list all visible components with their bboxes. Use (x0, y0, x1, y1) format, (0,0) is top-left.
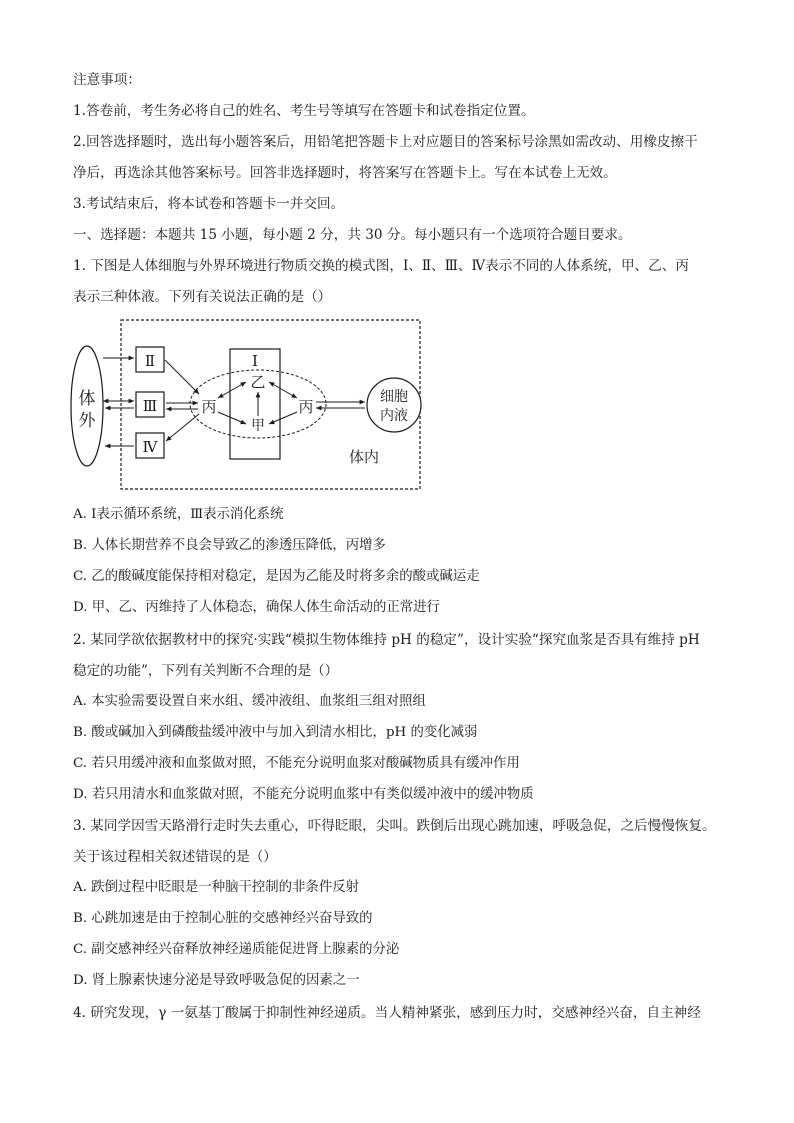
q1-stem-line-1: 1. 下图是人体细胞与外界环境进行物质交换的模式图，Ⅰ、Ⅱ、Ⅲ、Ⅳ表示不同的人体系统，甲、乙、丙 (73, 258, 689, 274)
q1-option-d: D. 甲、乙、丙维持了人体稳态，确保人体生命活动的正常进行 (73, 600, 440, 615)
system-2-label: Ⅱ (144, 352, 156, 370)
notice-title: 注意事项： (73, 72, 141, 88)
fluid-jia-label: 甲 (251, 418, 265, 434)
inside-body-label: 体内 (348, 448, 380, 466)
fluid-yi-label: 乙 (250, 373, 266, 391)
cell-label-2: 内液 (380, 408, 408, 424)
q2-option-c: C. 若只用缓冲液和血浆做对照，不能充分说明血浆对酸碱物质具有缓冲作用 (73, 756, 520, 771)
notice-2-continued: 净后，再选涂其他答案标号。回答非选择题时，将答案写在答题卡上。写在本试卷上无效。 (73, 165, 617, 181)
q2-stem-line-1: 2. 某同学欲依据教材中的探究·实践“模拟生物体维持 pH 的稳定”，设计实验“探究血浆是否具有维持 pH (73, 632, 700, 648)
notice-3: 3.考试结束后，将本试卷和答题卡一并交回。 (73, 196, 345, 212)
system-3-label: Ⅲ (142, 397, 158, 415)
q3-option-d: D. 肾上腺素快速分泌是导致呼吸急促的因素之一 (73, 973, 360, 988)
q1-option-c: C. 乙的酸碱度能保持相对稳定，是因为乙能及时将多余的酸或碱运走 (73, 569, 480, 584)
notice-2: 2.回答选择题时，选出每小题答案后，用铅笔把答题卡上对应题目的答案标号涂黑如需改动、用橡皮擦干 (73, 134, 698, 150)
notice-1: 1.答卷前，考生务必将自己的姓名、考生号等填写在答题卡和试卷指定位置。 (73, 103, 535, 119)
system-4-label: Ⅳ (142, 438, 158, 456)
q1-option-a: A. Ⅰ表示循环系统，Ⅲ表示消化系统 (73, 507, 284, 522)
q2-stem-line-2: 稳定的功能”，下列有关判断不合理的是（） (73, 663, 339, 679)
system-1-label: Ⅰ (252, 352, 258, 370)
q1-option-b: B. 人体长期营养不良会导致乙的渗透压降低，丙增多 (73, 538, 386, 553)
q2-option-d: D. 若只用清水和血浆做对照，不能充分说明血浆中有类似缓冲液中的缓冲物质 (73, 787, 534, 802)
cell-label-1: 细胞 (380, 389, 408, 405)
q2-option-b: B. 酸或碱加入到磷酸盐缓冲液中与加入到清水相比，pH 的变化减弱 (73, 725, 478, 740)
q3-option-a: A. 跌倒过程中眨眼是一种脑干控制的非条件反射 (73, 880, 359, 895)
outside-label-2: 外 (78, 411, 96, 431)
q3-stem-line-2: 关于该过程相关叙述错误的是（） (73, 849, 277, 865)
q3-option-c: C. 副交感神经兴奋释放神经递质能促进肾上腺素的分泌 (73, 942, 400, 957)
body-fluid-exchange-diagram (68, 316, 428, 494)
q2-option-a: A. 本实验需要设置自来水组、缓冲液组、血浆组三组对照组 (73, 694, 426, 709)
q1-stem-line-2: 表示三种体液。下列有关说法正确的是（） (73, 289, 332, 305)
fluid-bing-left-label: 丙 (201, 398, 217, 416)
q3-option-b: B. 心跳加速是由于控制心脏的交感神经兴奋导致的 (73, 911, 373, 926)
fluid-bing-right-label: 丙 (298, 398, 314, 416)
outside-label-1: 体 (78, 389, 96, 409)
q3-stem-line-1: 3. 某同学因雪天路滑行走时失去重心，吓得眨眼，尖叫。跌倒后出现心跳加速，呼吸急促，之后慢慢恢复。 (73, 818, 716, 834)
section-title: 一、选择题：本题共 15 小题，每小题 2 分，共 30 分。每小题只有一个选项符合题目要求。 (73, 227, 632, 243)
q4-stem-line-1: 4. 研究发现，γ 一氨基丁酸属于抑制性神经递质。当人精神紧张，感到压力时，交感神经兴奋，自主神经 (73, 1005, 701, 1021)
